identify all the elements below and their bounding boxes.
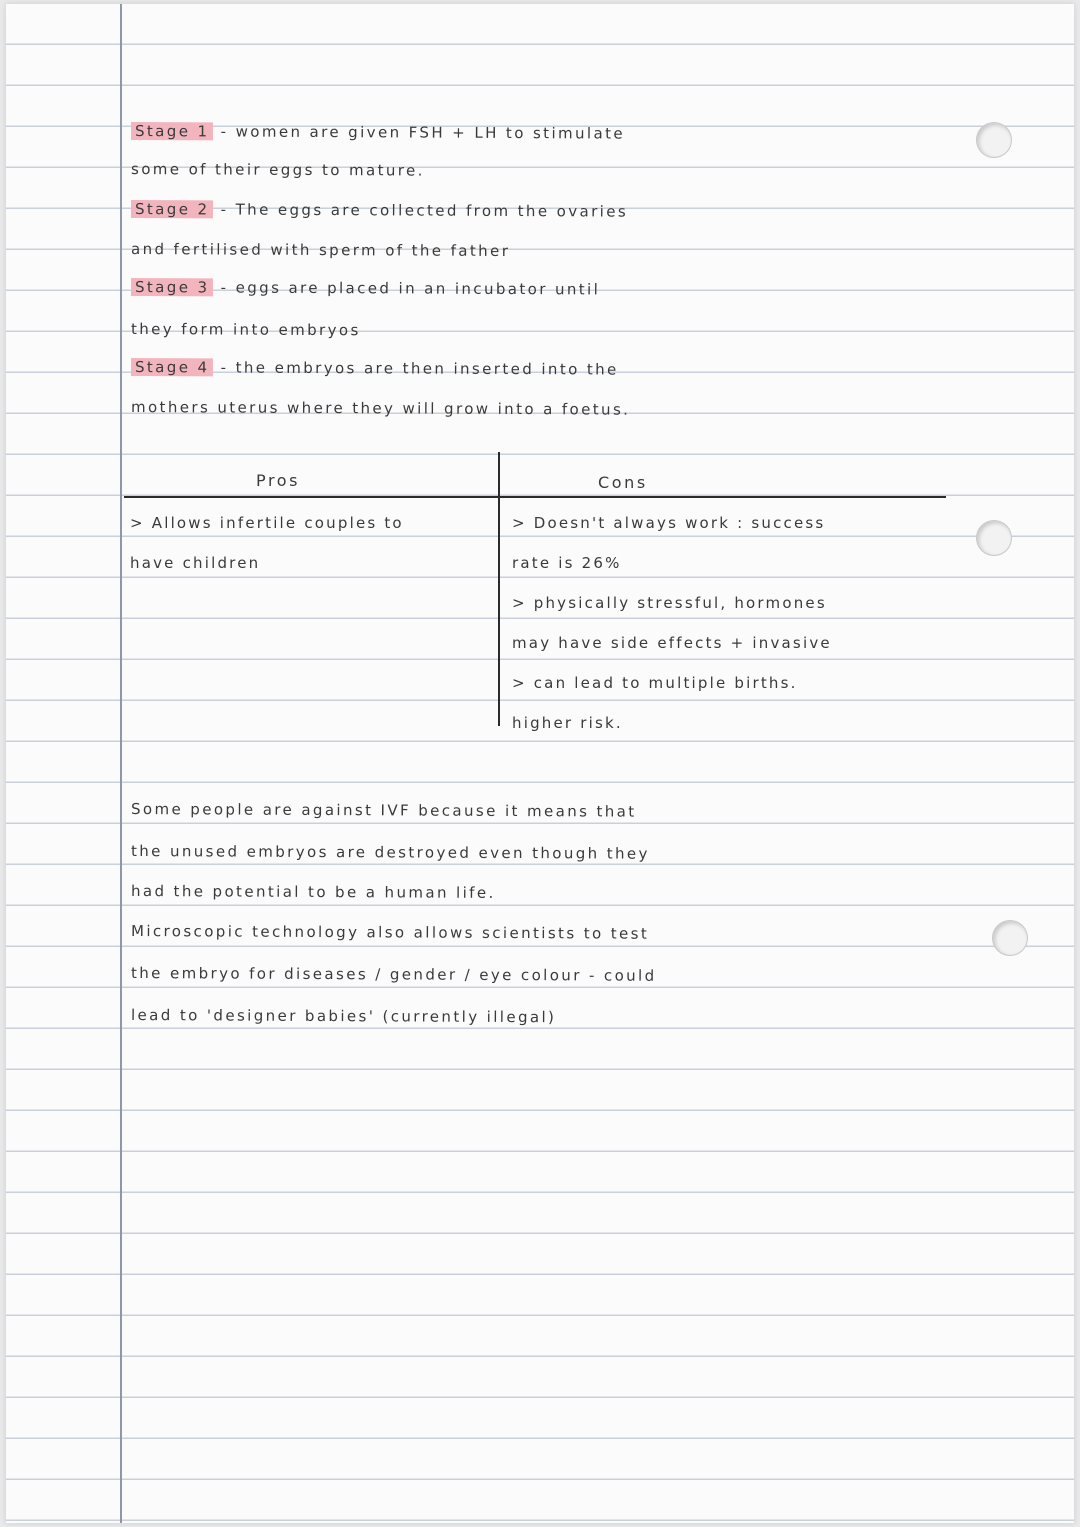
- punch-hole: [976, 520, 1012, 556]
- punch-hole: [976, 122, 1012, 158]
- stage1-line1: [131, 120, 625, 145]
- margin-line: [120, 4, 122, 1523]
- stage4-line2: mothers uterus where they will grow into a foetus.: [130, 398, 631, 419]
- stage2-label: Stage 2: [131, 200, 214, 218]
- ethics-line: lead to 'designer babies' (currently illegal): [130, 1006, 557, 1027]
- stage3-line1: [131, 276, 600, 300]
- stage4-line1: [131, 356, 619, 381]
- pros-header: Pros: [256, 471, 301, 490]
- stage2-line2: and fertilised with sperm of the father: [130, 240, 511, 260]
- cons-item: > Doesn't always work : success: [512, 514, 826, 532]
- ethics-line: the embryo for diseases / gender / eye colour - could: [130, 964, 657, 985]
- ethics-line: the unused embryos are destroyed even though they: [130, 842, 650, 863]
- stage4-text: - the embryos are then inserted into the: [220, 358, 619, 379]
- stage1-text: - women are given FSH + LH to stimulate: [220, 122, 626, 143]
- ethics-line: had the potential to be a human life.: [130, 882, 496, 902]
- cons-item: > can lead to multiple births.: [512, 674, 798, 692]
- stage3-line2: they form into embryos: [130, 320, 361, 340]
- stage3-label: Stage 3: [131, 278, 214, 296]
- notebook-page: [6, 4, 1074, 1523]
- stage2-text: - The eggs are collected from the ovaries: [220, 200, 629, 221]
- stage1-line2: some of their eggs to mature.: [130, 160, 425, 180]
- stage1-label: Stage 1: [131, 122, 214, 140]
- table-horizontal-divider: [124, 496, 946, 498]
- cons-item: higher risk.: [512, 714, 623, 732]
- ethics-line: Microscopic technology also allows scientists to test: [130, 922, 650, 943]
- cons-item: > physically stressful, hormones: [512, 594, 827, 612]
- pros-item: have children: [130, 554, 261, 572]
- cons-item: may have side effects + invasive: [512, 634, 832, 652]
- cons-header: Cons: [598, 473, 648, 492]
- ethics-line: Some people are against IVF because it means that: [130, 800, 637, 821]
- stage3-text: - eggs are placed in an incubator until: [220, 278, 601, 299]
- table-vertical-divider: [498, 452, 500, 726]
- punch-hole: [992, 920, 1028, 956]
- stage2-line1: [131, 198, 628, 223]
- pros-item: > Allows infertile couples to: [130, 514, 404, 532]
- stage4-label: Stage 4: [131, 358, 214, 376]
- cons-item: rate is 26%: [512, 554, 622, 572]
